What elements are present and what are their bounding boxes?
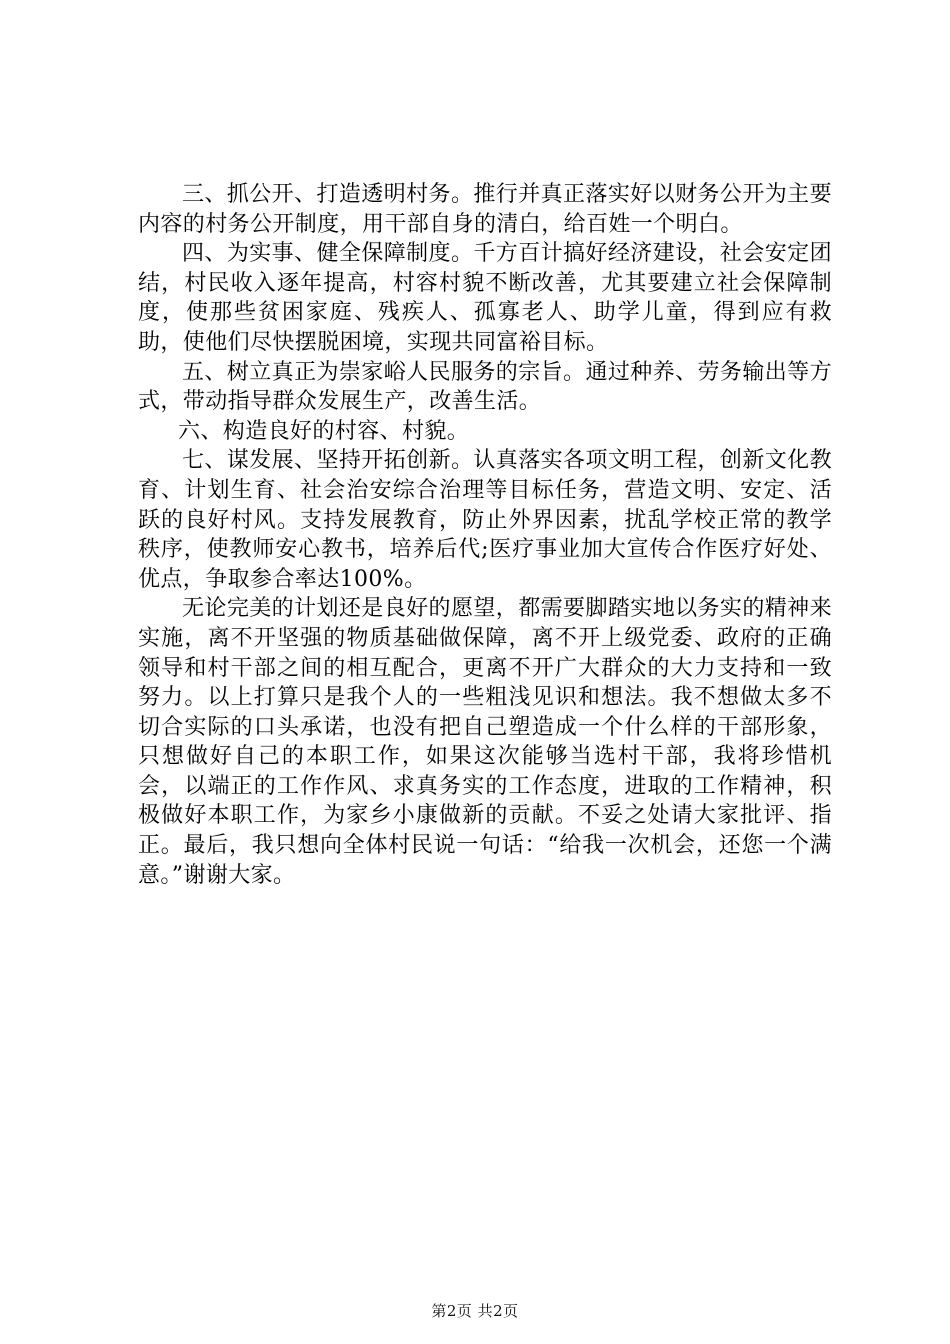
paragraph-publicity: 三、抓公开、打造透明村务。推行并真正落实好以财务公开为主要内容的村务公开制度，用干部自身的清白，给百姓一个明白。 <box>138 182 832 237</box>
paragraph-village-appearance: 六、构造良好的村容、村貌。 <box>178 418 470 444</box>
page-number-footer: 第2页 共2页 <box>431 1302 519 1320</box>
paragraph-conclusion: 无论完美的计划还是良好的愿望，都需要脚踏实地以务实的精神来实施，离不开坚强的物质基础做保障，离不开上级党委、政府的正确领导和村干部之间的相互配合，更离不开广大群众的大力支持和一致努力。以上打算只是我个人的一些粗浅见识和想法。我不想做太多不切合实际的口头承诺，也没有把自己塑造成一个什么样的干部形象，只想做好自己的本职工作，如果这次能够当选村干部，我将珍惜机会，以端正的工作作风、求真务实的工作态度，进取的工作精神，积极做好本职工作，为家乡小康做新的贡献。不妥之处请大家批评、指正。最后，我只想向全体村民说一句话：“给我一次机会，还您一个满意。”谢谢大家。 <box>138 596 832 888</box>
paragraph-service-purpose: 五、树立真正为崇家峪人民服务的宗旨。通过种养、劳务输出等方式，带动指导群众发展生产，改善生活。 <box>138 359 832 415</box>
paragraph-development: 七、谋发展、坚持开拓创新。认真落实各项文明工程，创新文化教育、计划生育、社会治安综合治理等目标任务，营造文明、安定、活跃的良好村风。支持发展教育，防止外界因素，扰乱学校正常的教学秩序，使教师安心教书，培养后代;医疗事业加大宣传合作医疗好处、优点，争取参合率达100%。 <box>138 448 832 592</box>
document-body <box>138 180 832 890</box>
paragraph-security-system: 四、为实事、健全保障制度。千方百计搞好经济建设，社会安定团结，村民收入逐年提高，村容村貌不断改善，尤其要建立社会保障制度，使那些贫困家庭、残疾人、孤寡老人、助学儿童，得到应有救助，使他们尽快摆脱困境，实现共同富裕目标。 <box>138 241 832 355</box>
